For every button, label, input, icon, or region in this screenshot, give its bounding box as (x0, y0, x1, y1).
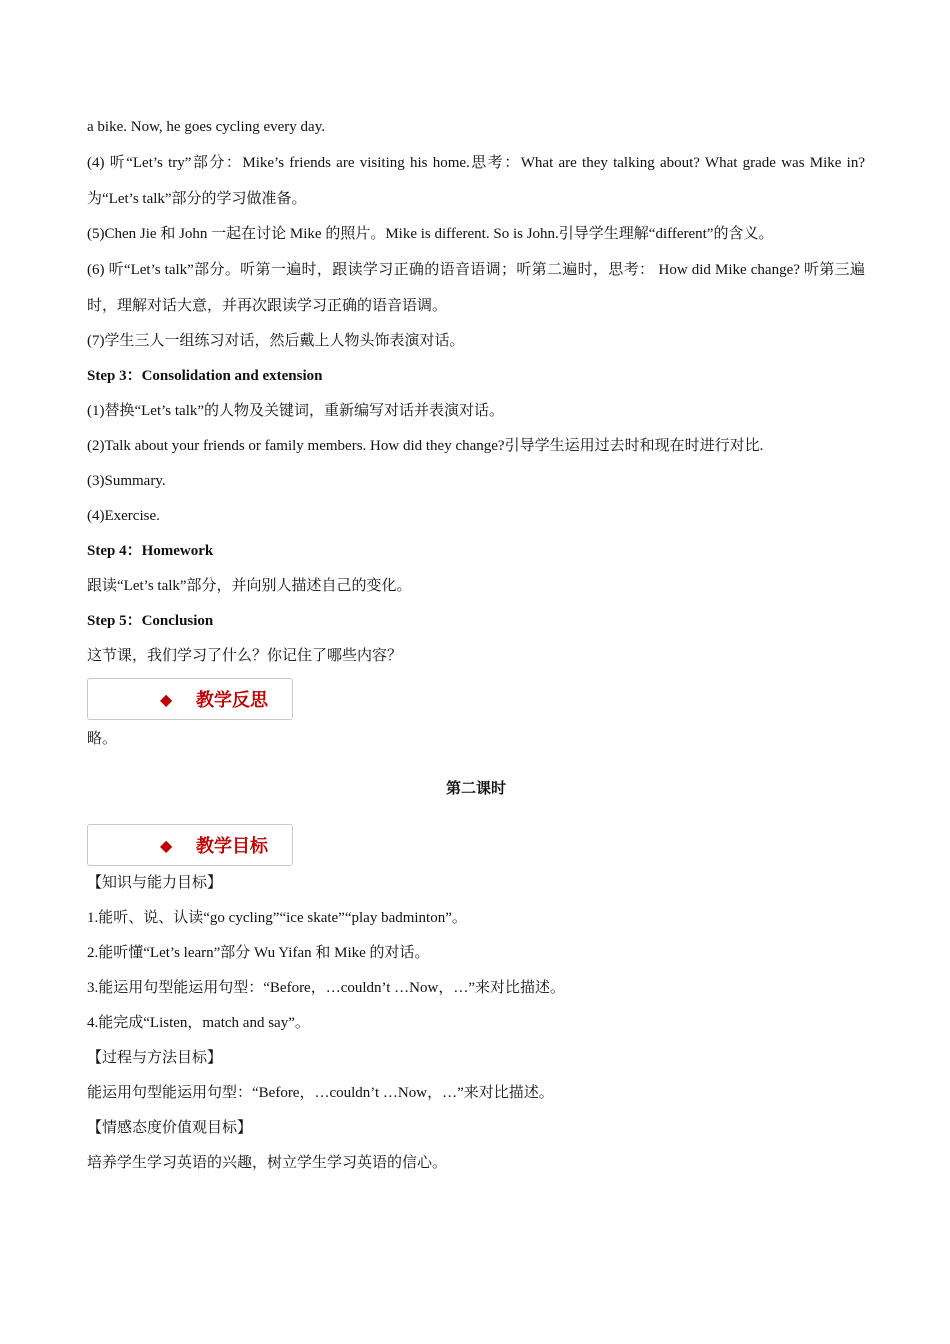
section-box-reflection (87, 678, 293, 720)
lesson-title: 第二课时 (445, 781, 506, 797)
step-heading: Step 4：Homework (87, 543, 214, 559)
step-heading: Step 5：Conclusion (87, 613, 214, 629)
goal-item: 1.能听、说、认读“go cycling”“ice skate”“play badminton”。 (87, 910, 467, 926)
goal-item: 3.能运用句型能运用句型：“Before，…couldn’t …Now，…”来对比描述。 (87, 980, 566, 996)
goal-heading: 【知识与能力目标】 (87, 875, 223, 891)
paragraph: (2)Talk about your friends or family members. How did they change?引导学生运用过去时和现在时进行对比. (87, 438, 764, 454)
paragraph: 略。 (87, 731, 118, 747)
diamond-icon: ◆ (160, 690, 173, 709)
goal-item: 2.能听懂“Let’s learn”部分 Wu Yifan 和 Mike 的对话。 (87, 945, 430, 961)
paragraph: (4)Exercise. (87, 508, 160, 524)
goal-item: 能运用句型能运用句型：“Before，…couldn’t …Now，…”来对比描述。 (87, 1085, 554, 1101)
paragraph: (1)替换“Let’s talk”的人物及关键词，重新编写对话并表演对话。 (87, 403, 505, 419)
paragraph: 跟读“Let’s talk”部分，并向别人描述自己的变化。 (87, 578, 412, 594)
section-title: 教学目标 (196, 836, 268, 856)
goal-item: 培养学生学习英语的兴趣，树立学生学习英语的信心。 (87, 1155, 448, 1171)
diamond-icon: ◆ (160, 836, 173, 855)
paragraph: (5)Chen Jie 和 John 一起在讨论 Mike 的照片。Mike is different. So is John.引导学生理解“different”的含义。 (87, 226, 774, 242)
section-title: 教学反思 (196, 690, 268, 710)
paragraph: (6) 听“Let’s talk”部分。听第一遍时，跟读学习正确的语音语调；听第二遍时，思考： How did Mike change? 听第三遍时，理解对话大意，并再次跟读学习正确的语音语调。 (87, 262, 865, 314)
paragraph: (4) 听“Let’s try”部分：Mike’s friends are visiting his home.思考：What are they talking about? What grade was Mike in? 为“Let’s talk”部分的学习做准备。 (87, 155, 865, 207)
paragraph: a bike. Now, he goes cycling every day. (87, 119, 325, 135)
document-page (87, 110, 865, 1181)
paragraph: 这节课，我们学习了什么？你记住了哪些内容？ (87, 648, 403, 664)
goal-item: 4.能完成“Listen，match and say”。 (87, 1015, 310, 1031)
paragraph: (3)Summary. (87, 473, 166, 489)
goal-heading: 【过程与方法目标】 (87, 1050, 223, 1066)
section-box-goals (87, 824, 293, 866)
paragraph: (7)学生三人一组练习对话，然后戴上人物头饰表演对话。 (87, 333, 465, 349)
goal-heading: 【情感态度价值观目标】 (87, 1120, 253, 1136)
step-heading: Step 3：Consolidation and extension (87, 368, 323, 384)
